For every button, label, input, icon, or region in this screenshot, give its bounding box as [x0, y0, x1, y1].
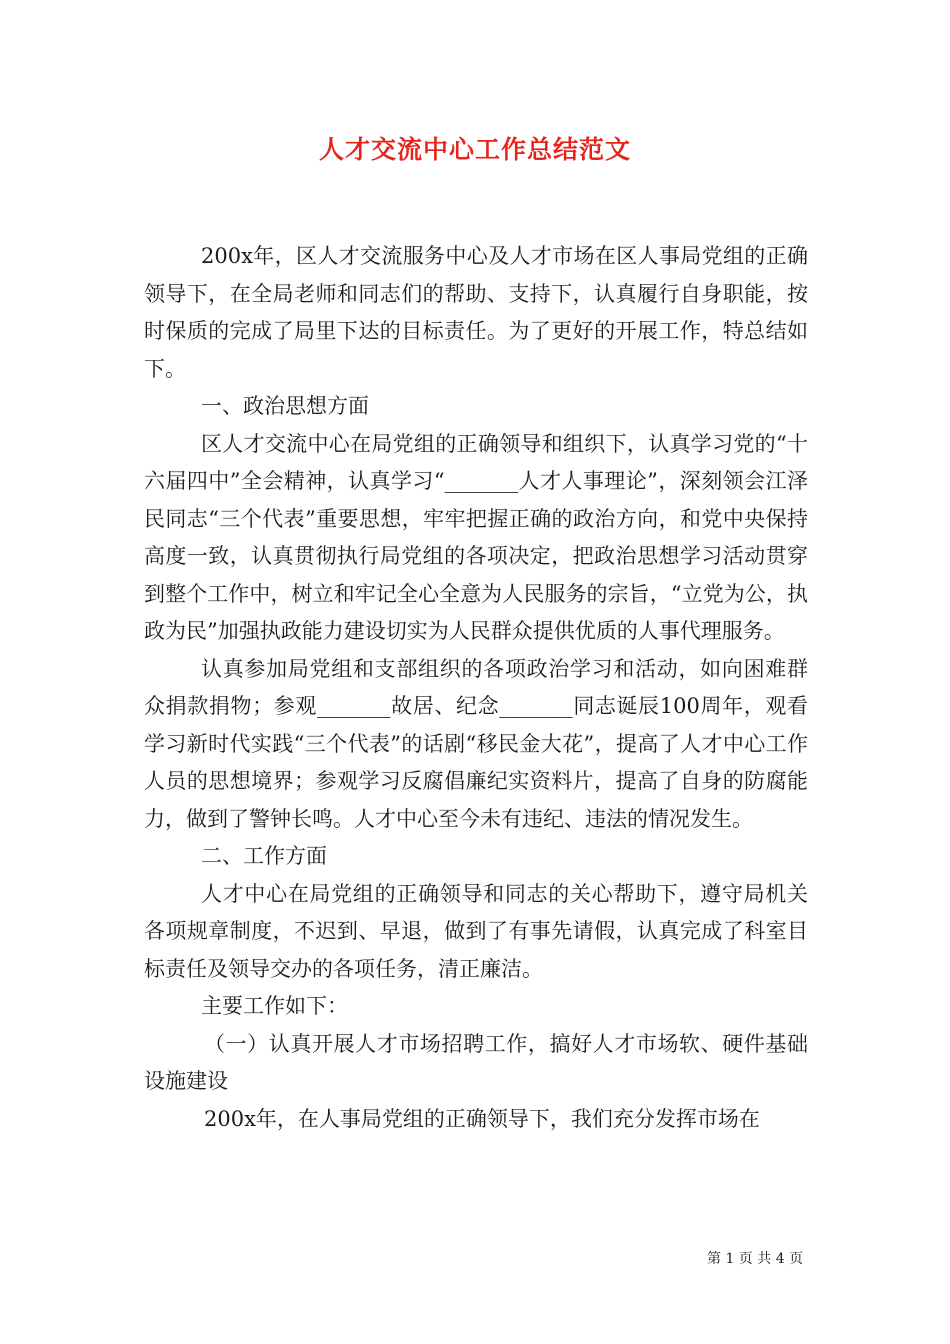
subsection-heading-recruitment: （一）认真开展人才市场招聘工作，搞好人才市场软、硬件基础设施建设 [144, 1031, 808, 1093]
paragraph-work-discipline: 人才中心在局党组的正确领导和同志的关心帮助下，遵守局机关各项规章制度，不迟到、早退，做到了有事先请假，认真完成了科室目标责任及领导交办的各项任务，清正廉洁。 [144, 881, 808, 981]
document-body [144, 238, 808, 1138]
paragraph-politics-study: 区人才交流中心在局党组的正确领导和组织下，认真学习党的“十六届四中”全会精神，认真学习“_______人才人事理论”，深刻领会江泽民同志“三个代表”重要思想，牢牢把握正确的政治方向，和党中央保持高度一致，认真贯彻执行局党组的各项决定，把政治思想学习活动贯穿到整个工作中，树立和牢记全心全意为人民服务的宗旨，“立党为公，执政为民”加强执政能力建设切实为人民群众提供优质的人事代理服务。 [144, 431, 808, 643]
document-title: 人才交流中心工作总结范文 [318, 135, 631, 164]
paragraph-intro: 200x年，区人才交流服务中心及人才市场在区人事局党组的正确领导下，在全局老师和同志们的帮助、支持下，认真履行自身职能，按时保质的完成了局里下达的目标责任。为了更好的开展工作，特总结如下。 [144, 244, 808, 381]
paragraph-recruitment: 200x年，在人事局党组的正确领导下，我们充分发挥市场在 [204, 1106, 760, 1131]
paragraph-main-work: 主要工作如下： [201, 994, 348, 1018]
section-heading-work: 二、工作方面 [201, 844, 327, 868]
page-number: 第 1 页 共 4 页 [707, 1251, 804, 1267]
section-heading-politics: 一、政治思想方面 [201, 394, 369, 418]
paragraph-politics-activities: 认真参加局党组和支部组织的各项政治学习和活动，如向困难群众捐款捐物；参观_______故居、纪念_______同志诞辰100周年，观看学习新时代实践“三个代表”的话剧“移民金大花”，提高了人才中心工作人员的思想境界；参观学习反腐倡廉纪实资料片，提高了自身的防腐能力，做到了警钟长鸣。人才中心至今未有违纪、违法的情况发生。 [144, 656, 808, 831]
